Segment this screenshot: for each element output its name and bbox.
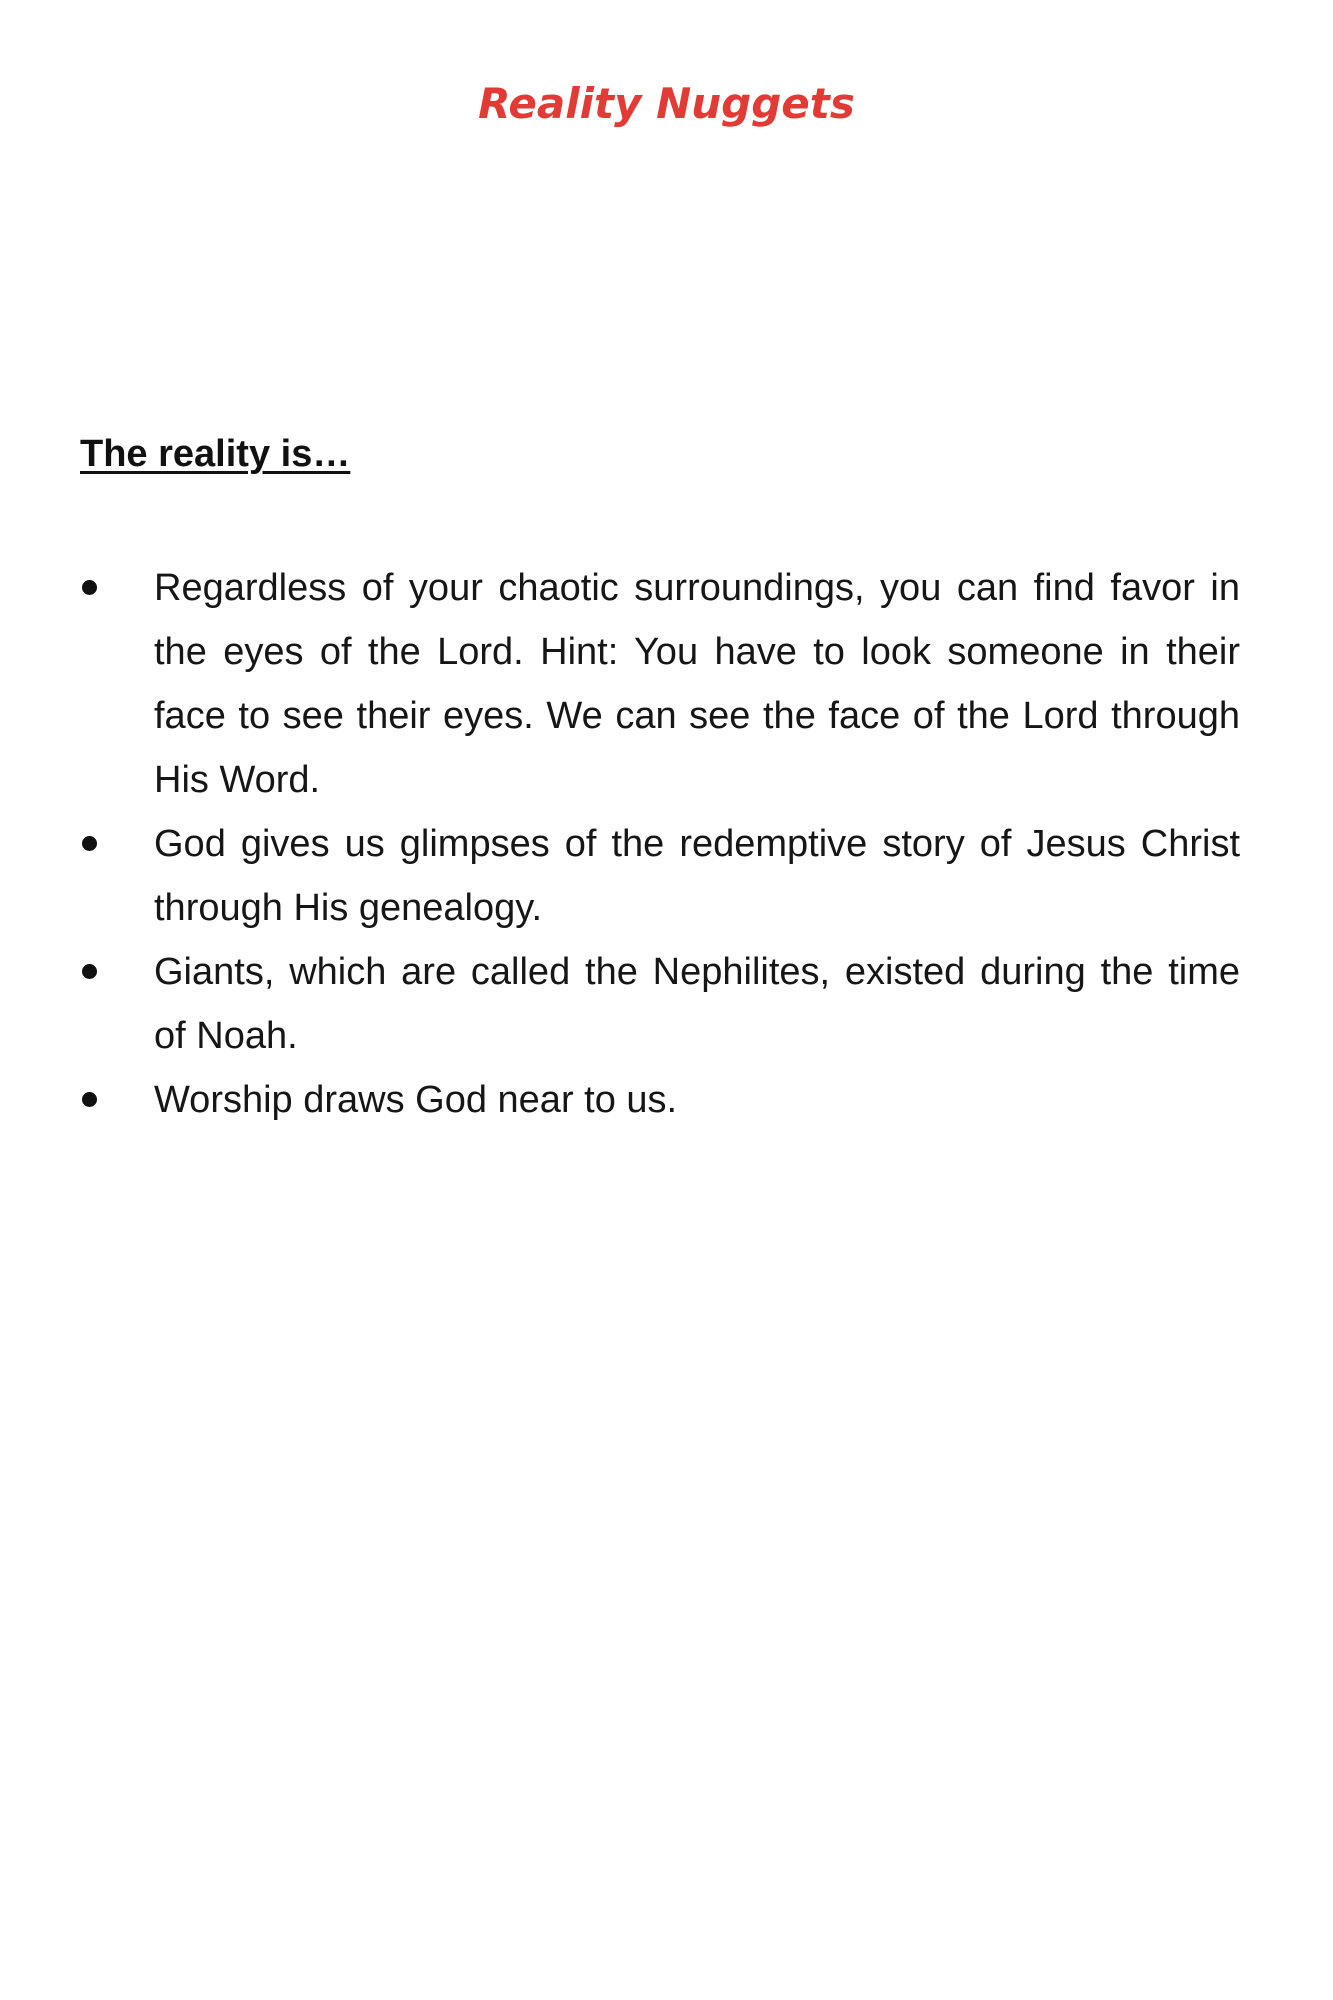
bullet-icon (82, 836, 97, 851)
bullet-icon (82, 1092, 97, 1107)
bullet-icon (82, 964, 97, 979)
bullet-icon (82, 580, 97, 595)
list-item-text: Giants, which are called the Nephilites, existed during the time of Noah. (154, 951, 1240, 1057)
list-item (80, 1068, 1240, 1132)
list-item-text: Worship draws God near to us. (154, 1079, 678, 1121)
bullet-list (80, 556, 1240, 1132)
list-item-text: God gives us glimpses of the redemptive story of Jesus Christ through His genealogy. (154, 823, 1240, 929)
section-heading: The reality is… (80, 433, 351, 475)
list-item-text: Regardless of your chaotic surroundings, you can find favor in the eyes of the Lord. Hint: You have to look someone in their face to see their eyes. We can see the face of the Lord through His Word. (154, 567, 1240, 801)
list-item (80, 940, 1240, 1068)
list-item (80, 812, 1240, 940)
list-item (80, 556, 1240, 812)
page-title: Reality Nuggets (478, 79, 855, 128)
